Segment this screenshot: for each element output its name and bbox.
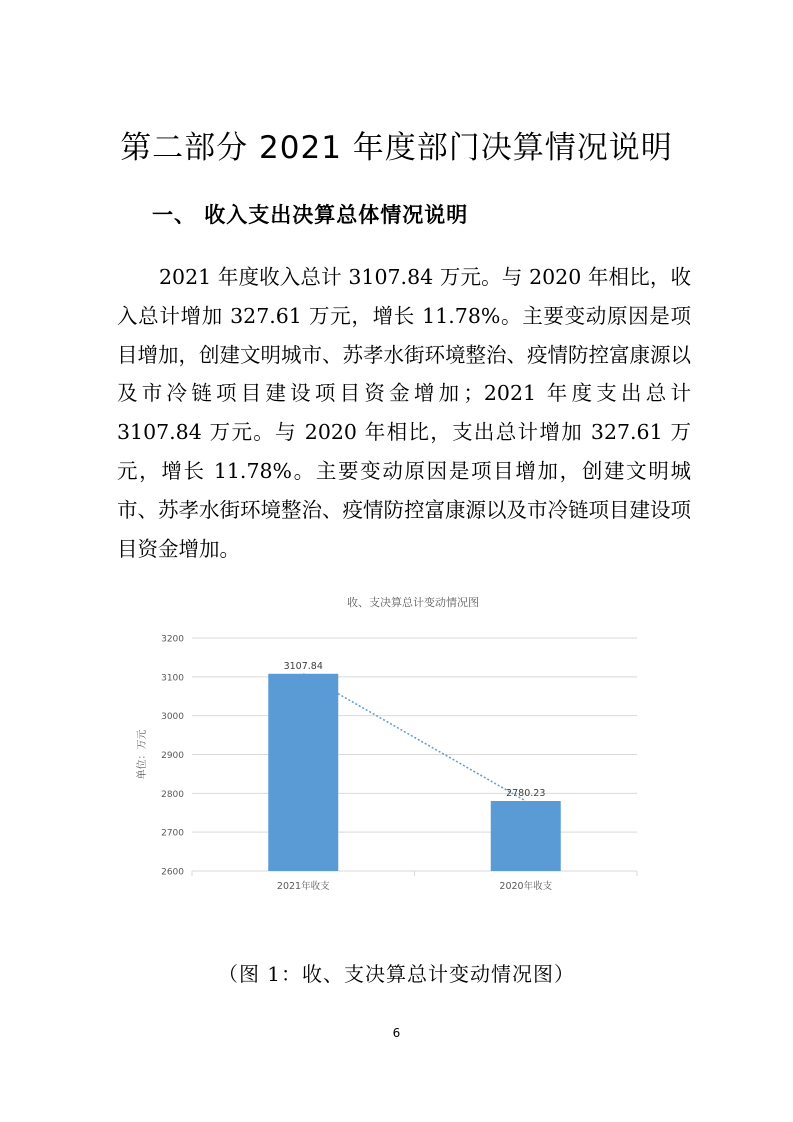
- chart: [117, 580, 677, 900]
- figure-caption: （图 1：收、支决算总计变动情况图）: [217, 962, 576, 986]
- x-tick-label: 2020年收支: [499, 881, 553, 892]
- chart-title: 收、支决算总计变动情况图: [347, 596, 479, 609]
- grid: [192, 638, 637, 876]
- bar: [491, 801, 561, 871]
- bars: [268, 674, 561, 871]
- y-tick-label: 3200: [161, 634, 184, 645]
- y-tick-label: 2700: [161, 828, 184, 839]
- data-label: 2780.23: [506, 788, 546, 800]
- y-axis-label: 单位：万元: [137, 729, 148, 780]
- y-tick-label: 2600: [161, 867, 184, 878]
- y-tick-label: 3000: [161, 712, 184, 723]
- y-tick-label: 2900: [161, 751, 184, 761]
- y-tick-label: 2800: [161, 789, 184, 800]
- y-tick-label: 3100: [161, 673, 184, 684]
- section-heading: 一、 收入支出决算总体情况说明: [152, 203, 469, 227]
- data-label: 3107.84: [283, 660, 323, 672]
- page-title: 第二部分 2021 年度部门决算情况说明: [120, 130, 673, 166]
- body-paragraph: 2021 年度收入总计 3107.84 万元。与 2020 年相比，收入总计增加 327.61 万元，增长 11.78%。主要变动原因是项目增加，创建文明城市、苏孝水街环境整治、疫情防控富康源以及市冷链项目建设项目资金增加；2021 年度支出总计 3107.84 万元。与 2020 年相比，支出总计增加 327.61 万元，增长 11.78%。主要变动原因是项目增加，创建文明城市、苏孝水街环境整治、疫情防控富康源以及市冷链项目建设项目资金增加。: [117, 265, 691, 561]
- page-number: 6: [392, 1026, 401, 1040]
- bar: [268, 674, 338, 871]
- x-tick-label: 2021年收支: [276, 881, 330, 892]
- chart-svg: [117, 580, 677, 900]
